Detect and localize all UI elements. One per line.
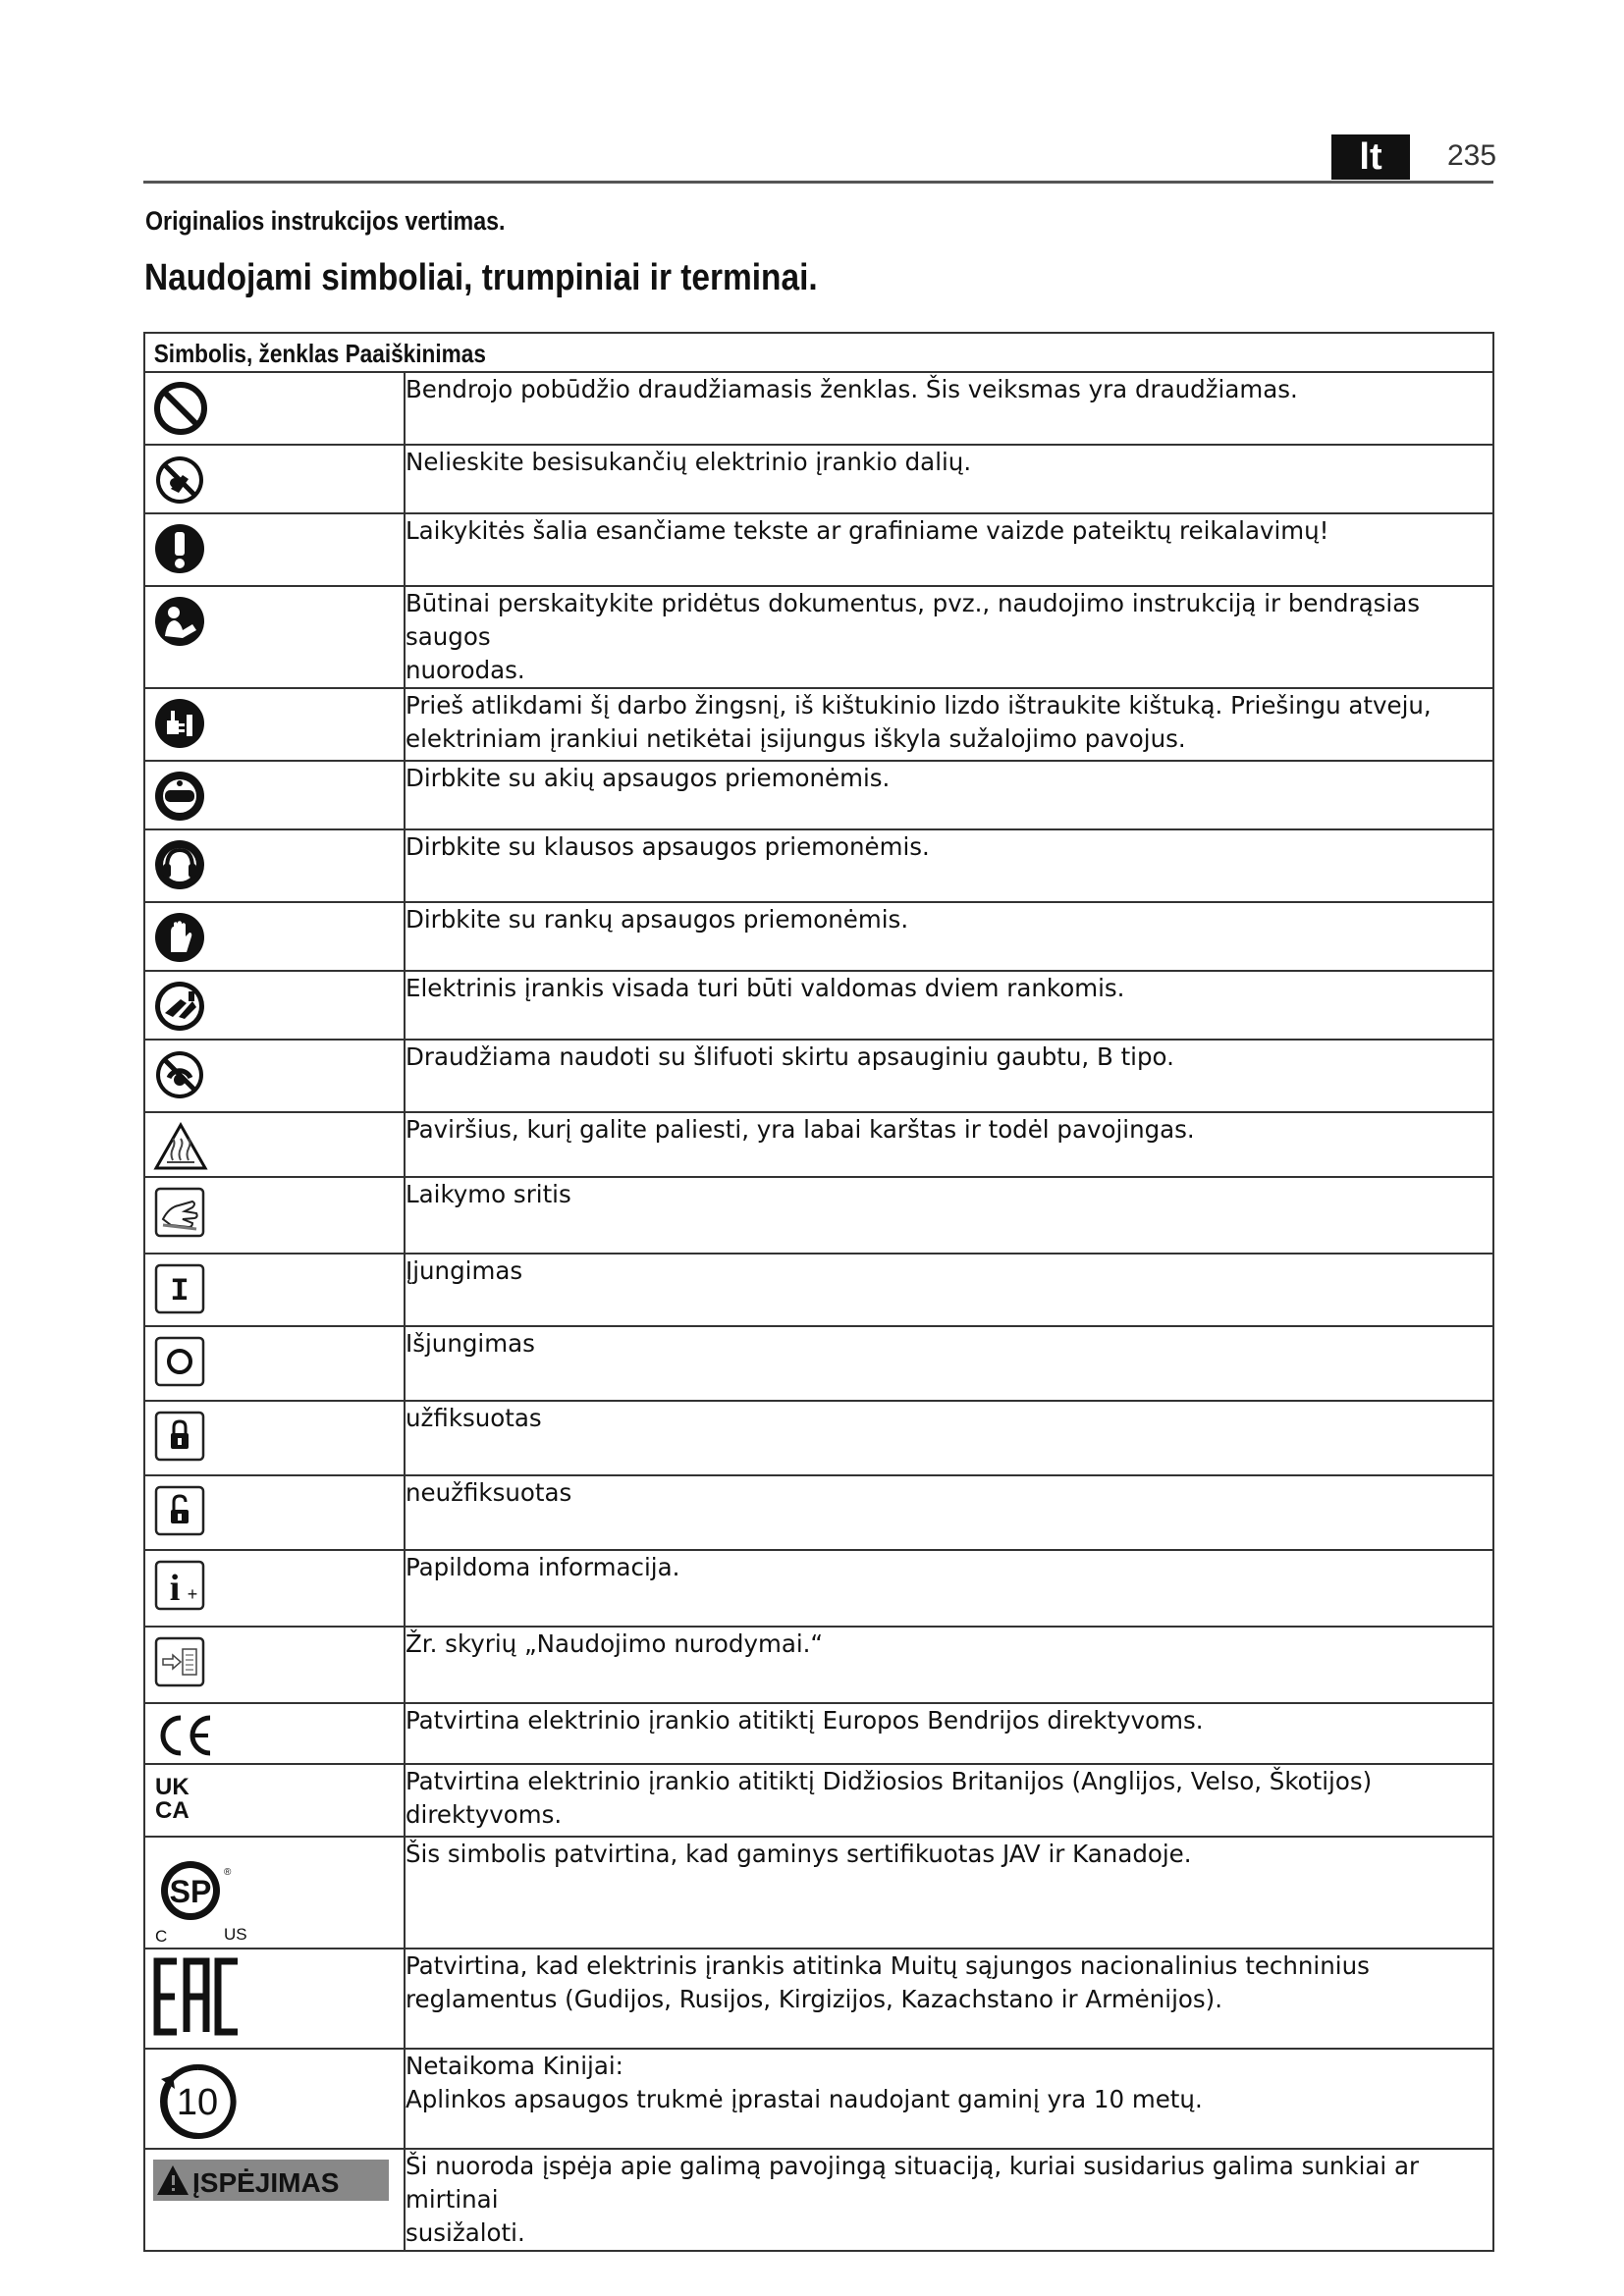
prohibition-icon bbox=[153, 381, 208, 436]
explanation-text: Draudžiama naudoti su šlifuoti skirtu apsauginiu gaubtu, B tipo. bbox=[406, 1042, 1174, 1071]
hearing-protection-icon bbox=[153, 838, 206, 891]
symbol-cell bbox=[144, 1401, 405, 1475]
svg-text:C: C bbox=[155, 1927, 168, 1944]
table-row bbox=[144, 2049, 1493, 2149]
csa-mark-icon bbox=[153, 1845, 271, 1944]
symbol-cell bbox=[144, 761, 405, 829]
table-row bbox=[144, 586, 1493, 688]
table-row bbox=[144, 1112, 1493, 1177]
explanation-text: Bendrojo pobūdžio draudžiamasis ženklas. Šis veiksmas yra draudžiamas. bbox=[406, 375, 1298, 403]
svg-text:+: + bbox=[187, 1584, 198, 1604]
no-guard-type-b-icon bbox=[153, 1048, 206, 1101]
symbol-cell bbox=[144, 1764, 405, 1837]
explanation-text: Prieš atlikdami šį darbo žingsnį, iš kištukinio lizdo ištraukite kištuką. Priešingu atveju, bbox=[406, 691, 1432, 720]
eye-protection-icon bbox=[153, 770, 206, 823]
explanation-cell bbox=[405, 971, 1493, 1040]
symbols-table bbox=[143, 332, 1494, 2252]
explanation-cell bbox=[405, 513, 1493, 586]
explanation-text: Netaikoma Kinijai: bbox=[406, 2052, 623, 2080]
table-row bbox=[144, 372, 1493, 445]
table-row bbox=[144, 1627, 1493, 1703]
table-row bbox=[144, 1764, 1493, 1837]
explanation-cell bbox=[405, 1764, 1493, 1837]
svg-text:US: US bbox=[224, 1925, 247, 1944]
hot-surface-icon bbox=[153, 1121, 208, 1172]
explanation-text: Būtinai perskaitykite pridėtus dokumentus, pvz., naudojimo instrukciją ir bendrąsias saugos bbox=[406, 589, 1421, 651]
table-row bbox=[144, 1837, 1493, 1949]
explanation-cell bbox=[405, 1112, 1493, 1177]
symbol-cell bbox=[144, 1326, 405, 1401]
table-header-row bbox=[144, 333, 1493, 372]
explanation-cell bbox=[405, 1254, 1493, 1326]
symbol-cell bbox=[144, 1703, 405, 1764]
explanation-text: elektriniam įrankiui netikėtai įsijungus iškyla sužalojimo pavojus. bbox=[406, 724, 1186, 753]
svg-text:®: ® bbox=[224, 1867, 232, 1878]
svg-text:i: i bbox=[169, 1568, 181, 1609]
symbol-cell bbox=[144, 372, 405, 445]
symbol-cell bbox=[144, 1254, 405, 1326]
symbol-cell bbox=[144, 1112, 405, 1177]
svg-text:CA: CA bbox=[155, 1797, 189, 1822]
table-row bbox=[144, 1254, 1493, 1326]
explanation-cell bbox=[405, 1475, 1493, 1550]
symbol-cell bbox=[144, 586, 405, 688]
explanation-text: Patvirtina, kad elektrinis įrankis atitinka Muitų sąjungos nacionalinius techninius bbox=[406, 1951, 1370, 1980]
explanation-cell bbox=[405, 1703, 1493, 1764]
table-row bbox=[144, 688, 1493, 761]
symbol-cell bbox=[144, 1475, 405, 1550]
explanation-text: Patvirtina elektrinio įrankio atitiktį Didžiosios Britanijos (Anglijos, Velso, Škotijos) bbox=[406, 1767, 1373, 1795]
symbol-cell bbox=[144, 902, 405, 971]
explanation-text: Patvirtina elektrinio įrankio atitiktį Europos Bendrijos direktyvoms. bbox=[406, 1706, 1204, 1735]
symbol-cell bbox=[144, 2049, 405, 2149]
table-row bbox=[144, 1949, 1493, 2049]
grip-area-icon bbox=[153, 1186, 206, 1239]
explanation-text: Dirbkite su rankų apsaugos priemonėmis. bbox=[406, 905, 909, 934]
table-header bbox=[144, 333, 1493, 372]
locked-icon bbox=[153, 1410, 206, 1463]
table-row bbox=[144, 1703, 1493, 1764]
explanation-text: neužfiksuotas bbox=[406, 1478, 572, 1507]
explanation-text: Įjungimas bbox=[406, 1256, 523, 1285]
information-icon bbox=[153, 1559, 206, 1612]
language-badge: lt bbox=[1331, 134, 1410, 180]
section-title: Naudojami simboliai, trumpiniai ir terminai. bbox=[144, 257, 818, 298]
svg-text:10: 10 bbox=[176, 2082, 219, 2123]
table-row bbox=[144, 971, 1493, 1040]
ce-mark-icon bbox=[153, 1712, 216, 1759]
table-row bbox=[144, 1401, 1493, 1475]
explanation-text: Dirbkite su akių apsaugos priemonėmis. bbox=[406, 764, 891, 792]
no-touching-rotating-parts-icon bbox=[153, 454, 206, 507]
explanation-cell bbox=[405, 1949, 1493, 2049]
explanation-text: direktyvoms. bbox=[406, 1800, 563, 1829]
explanation-cell bbox=[405, 829, 1493, 902]
explanation-cell bbox=[405, 1837, 1493, 1949]
explanation-cell bbox=[405, 1550, 1493, 1627]
explanation-cell bbox=[405, 445, 1493, 513]
page-number: 235 bbox=[1447, 139, 1497, 172]
explanation-text: susižaloti. bbox=[406, 2218, 525, 2247]
explanation-text: Laikykitės šalia esančiame tekste ar grafiniame vaizde pateiktų reikalavimų! bbox=[406, 516, 1329, 545]
table-row bbox=[144, 2149, 1493, 2251]
svg-text:I: I bbox=[170, 1273, 189, 1309]
symbol-cell bbox=[144, 1040, 405, 1112]
explanation-cell bbox=[405, 902, 1493, 971]
table-row bbox=[144, 902, 1493, 971]
hand-protection-icon bbox=[153, 911, 206, 964]
explanation-text: Aplinkos apsaugos trukmė įprastai naudojant gaminį yra 10 metų. bbox=[406, 2085, 1203, 2113]
explanation-cell bbox=[405, 1627, 1493, 1703]
eac-mark-icon bbox=[153, 1957, 251, 2036]
symbol-cell bbox=[144, 513, 405, 586]
table-row bbox=[144, 1550, 1493, 1627]
two-hands-icon bbox=[153, 980, 206, 1033]
table-row bbox=[144, 1475, 1493, 1550]
svg-text:UK: UK bbox=[155, 1774, 189, 1800]
explanation-text: Papildoma informacija. bbox=[406, 1553, 680, 1581]
explanation-cell bbox=[405, 761, 1493, 829]
explanation-cell bbox=[405, 372, 1493, 445]
explanation-text: Ši nuoroda įspėja apie galimą pavojingą situaciją, kuriai susidarius galima sunkiai ar mirtinai bbox=[406, 2152, 1420, 2214]
explanation-cell bbox=[405, 1040, 1493, 1112]
symbol-cell bbox=[144, 1550, 405, 1627]
explanation-text: Šis simbolis patvirtina, kad gaminys sertifikuotas JAV ir Kanadoje. bbox=[406, 1840, 1192, 1868]
switch-off-icon bbox=[153, 1335, 206, 1388]
symbol-cell bbox=[144, 1177, 405, 1254]
switch-on-icon bbox=[153, 1262, 206, 1315]
explanation-text: Paviršius, kurį galite paliesti, yra labai karštas ir todėl pavojingas. bbox=[406, 1115, 1195, 1144]
svg-text:SP: SP bbox=[169, 1874, 212, 1909]
header-rule bbox=[143, 181, 1493, 184]
symbol-cell bbox=[144, 688, 405, 761]
ukca-mark-icon bbox=[153, 1773, 202, 1822]
header-explanation: Paaiškinimas bbox=[345, 339, 486, 368]
symbol-cell bbox=[144, 2149, 405, 2251]
explanation-text: Elektrinis įrankis visada turi būti valdomas dviem rankomis. bbox=[406, 974, 1125, 1002]
table-row bbox=[144, 513, 1493, 586]
explanation-cell bbox=[405, 2049, 1493, 2149]
exclamation-icon bbox=[153, 522, 206, 575]
header-symbol: Simbolis, ženklas bbox=[153, 339, 340, 368]
symbol-cell bbox=[144, 1837, 405, 1949]
document-subtitle: Originalios instrukcijos vertimas. bbox=[145, 206, 506, 236]
warning-label-icon bbox=[153, 2158, 389, 2203]
table-row bbox=[144, 761, 1493, 829]
read-manual-icon bbox=[153, 595, 206, 648]
unplug-icon bbox=[153, 697, 206, 750]
svg-text:ĮSPĖJIMAS: ĮSPĖJIMAS bbox=[192, 2167, 340, 2198]
table-row bbox=[144, 829, 1493, 902]
explanation-text: užfiksuotas bbox=[406, 1404, 542, 1432]
symbol-cell bbox=[144, 1627, 405, 1703]
unlocked-icon bbox=[153, 1484, 206, 1537]
explanation-text: Žr. skyrių „Naudojimo nurodymai.“ bbox=[406, 1629, 824, 1658]
explanation-cell bbox=[405, 688, 1493, 761]
table-row bbox=[144, 445, 1493, 513]
explanation-cell bbox=[405, 586, 1493, 688]
explanation-cell bbox=[405, 1177, 1493, 1254]
explanation-cell bbox=[405, 2149, 1493, 2251]
symbol-cell bbox=[144, 971, 405, 1040]
explanation-text: Nelieskite besisukančių elektrinio įrankio dalių. bbox=[406, 448, 972, 476]
explanation-text: Laikymo sritis bbox=[406, 1180, 571, 1208]
symbol-cell bbox=[144, 829, 405, 902]
symbol-cell bbox=[144, 1949, 405, 2049]
explanation-text: reglamentus (Gudijos, Rusijos, Kirgizijos, Kazachstano ir Armėnijos). bbox=[406, 1985, 1222, 2013]
china-10-years-icon bbox=[153, 2057, 242, 2146]
table-row bbox=[144, 1177, 1493, 1254]
explanation-text: Dirbkite su klausos apsaugos priemonėmis. bbox=[406, 832, 930, 861]
explanation-text: nuorodas. bbox=[406, 656, 525, 684]
explanation-cell bbox=[405, 1326, 1493, 1401]
symbol-cell bbox=[144, 445, 405, 513]
explanation-text: Išjungimas bbox=[406, 1329, 535, 1358]
see-chapter-icon bbox=[153, 1635, 206, 1688]
table-row bbox=[144, 1326, 1493, 1401]
explanation-cell bbox=[405, 1401, 1493, 1475]
table-row bbox=[144, 1040, 1493, 1112]
